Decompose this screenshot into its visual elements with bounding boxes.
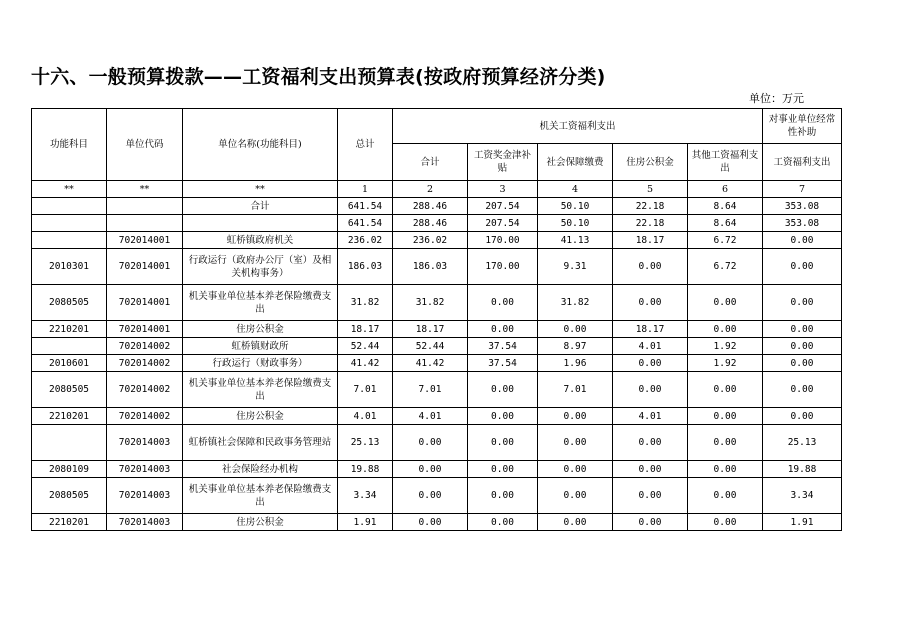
other-cell: 1.92 <box>688 338 763 355</box>
sub-total-cell: 52.44 <box>393 338 468 355</box>
housing-cell: 0.00 <box>613 425 688 461</box>
unit-name-cell: 住房公积金 <box>183 514 338 531</box>
other-cell: 0.00 <box>688 425 763 461</box>
housing-cell: 18.17 <box>613 321 688 338</box>
func-subject-cell: 2210201 <box>32 514 107 531</box>
bonus-cell: 170.00 <box>468 249 538 285</box>
header-social: 社会保障缴费 <box>538 144 613 181</box>
total-cell: 186.03 <box>338 249 393 285</box>
unit-name-cell <box>183 215 338 232</box>
housing-cell: 22.18 <box>613 215 688 232</box>
table-header <box>32 109 842 198</box>
table-row <box>32 355 842 372</box>
func-subject-cell <box>32 425 107 461</box>
inst-wage-cell: 353.08 <box>763 198 842 215</box>
bonus-cell: 170.00 <box>468 232 538 249</box>
table-row <box>32 215 842 232</box>
total-cell: 3.34 <box>338 478 393 514</box>
sub-total-cell: 0.00 <box>393 478 468 514</box>
func-subject-cell <box>32 215 107 232</box>
total-cell: 31.82 <box>338 285 393 321</box>
unit-name-cell: 社会保险经办机构 <box>183 461 338 478</box>
other-cell: 0.00 <box>688 321 763 338</box>
unit-code-cell: 702014002 <box>107 408 183 425</box>
inst-wage-cell: 0.00 <box>763 338 842 355</box>
social-cell: 0.00 <box>538 461 613 478</box>
total-cell: 641.54 <box>338 198 393 215</box>
bonus-cell: 0.00 <box>468 321 538 338</box>
unit-code-cell: 702014001 <box>107 321 183 338</box>
table-row <box>32 408 842 425</box>
sub-total-cell: 7.01 <box>393 372 468 408</box>
header-unit-name: 单位名称(功能科目) <box>183 109 338 181</box>
header-sub-total: 合计 <box>393 144 468 181</box>
index-cell: ** <box>107 181 183 198</box>
bonus-cell: 0.00 <box>468 461 538 478</box>
header-inst-wage: 工资福利支出 <box>763 144 842 181</box>
func-subject-cell: 2010601 <box>32 355 107 372</box>
index-cell: 3 <box>468 181 538 198</box>
sub-total-cell: 0.00 <box>393 514 468 531</box>
total-cell: 19.88 <box>338 461 393 478</box>
housing-cell: 0.00 <box>613 249 688 285</box>
sub-total-cell: 31.82 <box>393 285 468 321</box>
table-row <box>32 425 842 461</box>
index-cell: 1 <box>338 181 393 198</box>
unit-code-cell: 702014003 <box>107 514 183 531</box>
total-cell: 52.44 <box>338 338 393 355</box>
social-cell: 1.96 <box>538 355 613 372</box>
unit-name-cell: 虹桥镇政府机关 <box>183 232 338 249</box>
header-total: 总计 <box>338 109 393 181</box>
total-cell: 4.01 <box>338 408 393 425</box>
unit-name-cell: 行政运行（政府办公厅（室）及相关机构事务） <box>183 249 338 285</box>
social-cell: 31.82 <box>538 285 613 321</box>
func-subject-cell <box>32 232 107 249</box>
other-cell: 0.00 <box>688 408 763 425</box>
unit-code-cell: 702014003 <box>107 461 183 478</box>
bonus-cell: 37.54 <box>468 355 538 372</box>
other-cell: 0.00 <box>688 478 763 514</box>
index-cell: 7 <box>763 181 842 198</box>
index-row <box>32 181 842 198</box>
table-row <box>32 232 842 249</box>
housing-cell: 18.17 <box>613 232 688 249</box>
table-row <box>32 478 842 514</box>
bonus-cell: 37.54 <box>468 338 538 355</box>
table-row <box>32 514 842 531</box>
housing-cell: 22.18 <box>613 198 688 215</box>
func-subject-cell: 2080505 <box>32 372 107 408</box>
unit-name-cell: 虹桥镇财政所 <box>183 338 338 355</box>
bonus-cell: 0.00 <box>468 478 538 514</box>
housing-cell: 4.01 <box>613 408 688 425</box>
table-row <box>32 249 842 285</box>
header-housing: 住房公积金 <box>613 144 688 181</box>
unit-name-cell: 行政运行（财政事务） <box>183 355 338 372</box>
housing-cell: 4.01 <box>613 338 688 355</box>
inst-wage-cell: 3.34 <box>763 478 842 514</box>
total-cell: 25.13 <box>338 425 393 461</box>
total-cell: 641.54 <box>338 215 393 232</box>
bonus-cell: 0.00 <box>468 425 538 461</box>
housing-cell: 0.00 <box>613 285 688 321</box>
unit-code-cell: 702014002 <box>107 372 183 408</box>
social-cell: 8.97 <box>538 338 613 355</box>
table-row <box>32 285 842 321</box>
unit-name-cell: 机关事业单位基本养老保险缴费支出 <box>183 285 338 321</box>
sub-total-cell: 0.00 <box>393 461 468 478</box>
unit-name-cell: 虹桥镇社会保障和民政事务管理站 <box>183 425 338 461</box>
total-cell: 1.91 <box>338 514 393 531</box>
index-cell: 6 <box>688 181 763 198</box>
inst-wage-cell: 0.00 <box>763 321 842 338</box>
inst-wage-cell: 19.88 <box>763 461 842 478</box>
unit-name-cell: 住房公积金 <box>183 408 338 425</box>
header-func-subject: 功能科目 <box>32 109 107 181</box>
index-cell: 2 <box>393 181 468 198</box>
unit-code-cell: 702014001 <box>107 285 183 321</box>
bonus-cell: 0.00 <box>468 514 538 531</box>
social-cell: 0.00 <box>538 478 613 514</box>
unit-name-cell: 住房公积金 <box>183 321 338 338</box>
total-cell: 18.17 <box>338 321 393 338</box>
func-subject-cell <box>32 338 107 355</box>
unit-name-cell: 机关事业单位基本养老保险缴费支出 <box>183 372 338 408</box>
unit-code-cell: 702014003 <box>107 425 183 461</box>
unit-label: 单位：万元 <box>749 92 804 105</box>
unit-code-cell: 702014003 <box>107 478 183 514</box>
inst-wage-cell: 0.00 <box>763 249 842 285</box>
inst-wage-cell: 0.00 <box>763 408 842 425</box>
sub-total-cell: 288.46 <box>393 198 468 215</box>
table-row <box>32 321 842 338</box>
bonus-cell: 0.00 <box>468 285 538 321</box>
other-cell: 0.00 <box>688 285 763 321</box>
func-subject-cell: 2210201 <box>32 408 107 425</box>
header-other: 其他工资福利支出 <box>688 144 763 181</box>
unit-code-cell <box>107 215 183 232</box>
housing-cell: 0.00 <box>613 514 688 531</box>
budget-table <box>31 108 842 531</box>
other-cell: 6.72 <box>688 232 763 249</box>
table-row <box>32 198 842 215</box>
header-group-inst: 对事业单位经常性补助 <box>763 109 842 144</box>
inst-wage-cell: 1.91 <box>763 514 842 531</box>
func-subject-cell: 2210201 <box>32 321 107 338</box>
header-group-org: 机关工资福利支出 <box>393 109 763 144</box>
total-cell: 7.01 <box>338 372 393 408</box>
housing-cell: 0.00 <box>613 355 688 372</box>
housing-cell: 0.00 <box>613 372 688 408</box>
sub-total-cell: 41.42 <box>393 355 468 372</box>
func-subject-cell: 2080505 <box>32 478 107 514</box>
bonus-cell: 0.00 <box>468 408 538 425</box>
table-row <box>32 338 842 355</box>
social-cell: 50.10 <box>538 215 613 232</box>
unit-code-cell: 702014002 <box>107 338 183 355</box>
other-cell: 6.72 <box>688 249 763 285</box>
unit-code-cell <box>107 198 183 215</box>
index-cell: 4 <box>538 181 613 198</box>
other-cell: 0.00 <box>688 461 763 478</box>
unit-code-cell: 702014001 <box>107 249 183 285</box>
unit-code-cell: 702014001 <box>107 232 183 249</box>
other-cell: 0.00 <box>688 372 763 408</box>
inst-wage-cell: 0.00 <box>763 232 842 249</box>
inst-wage-cell: 0.00 <box>763 355 842 372</box>
index-cell: 5 <box>613 181 688 198</box>
unit-code-cell: 702014002 <box>107 355 183 372</box>
other-cell: 1.92 <box>688 355 763 372</box>
social-cell: 0.00 <box>538 408 613 425</box>
table-row <box>32 461 842 478</box>
sub-total-cell: 186.03 <box>393 249 468 285</box>
func-subject-cell: 2010301 <box>32 249 107 285</box>
social-cell: 50.10 <box>538 198 613 215</box>
social-cell: 0.00 <box>538 425 613 461</box>
inst-wage-cell: 0.00 <box>763 285 842 321</box>
inst-wage-cell: 25.13 <box>763 425 842 461</box>
index-cell: ** <box>183 181 338 198</box>
table-row <box>32 372 842 408</box>
header-unit-code: 单位代码 <box>107 109 183 181</box>
social-cell: 0.00 <box>538 321 613 338</box>
inst-wage-cell: 353.08 <box>763 215 842 232</box>
social-cell: 7.01 <box>538 372 613 408</box>
sub-total-cell: 4.01 <box>393 408 468 425</box>
sub-total-cell: 288.46 <box>393 215 468 232</box>
header-bonus: 工资奖金津补贴 <box>468 144 538 181</box>
social-cell: 0.00 <box>538 514 613 531</box>
unit-name-cell: 机关事业单位基本养老保险缴费支出 <box>183 478 338 514</box>
unit-name-cell: 合计 <box>183 198 338 215</box>
other-cell: 8.64 <box>688 198 763 215</box>
sub-total-cell: 236.02 <box>393 232 468 249</box>
total-cell: 236.02 <box>338 232 393 249</box>
total-cell: 41.42 <box>338 355 393 372</box>
social-cell: 9.31 <box>538 249 613 285</box>
housing-cell: 0.00 <box>613 478 688 514</box>
table-body <box>32 198 842 531</box>
other-cell: 0.00 <box>688 514 763 531</box>
other-cell: 8.64 <box>688 215 763 232</box>
sub-total-cell: 0.00 <box>393 425 468 461</box>
inst-wage-cell: 0.00 <box>763 372 842 408</box>
sub-total-cell: 18.17 <box>393 321 468 338</box>
housing-cell: 0.00 <box>613 461 688 478</box>
bonus-cell: 207.54 <box>468 215 538 232</box>
page-title: 十六、一般预算拨款——工资福利支出预算表(按政府预算经济分类) <box>31 66 606 88</box>
index-cell: ** <box>32 181 107 198</box>
bonus-cell: 0.00 <box>468 372 538 408</box>
func-subject-cell: 2080505 <box>32 285 107 321</box>
func-subject-cell: 2080109 <box>32 461 107 478</box>
func-subject-cell <box>32 198 107 215</box>
social-cell: 41.13 <box>538 232 613 249</box>
bonus-cell: 207.54 <box>468 198 538 215</box>
